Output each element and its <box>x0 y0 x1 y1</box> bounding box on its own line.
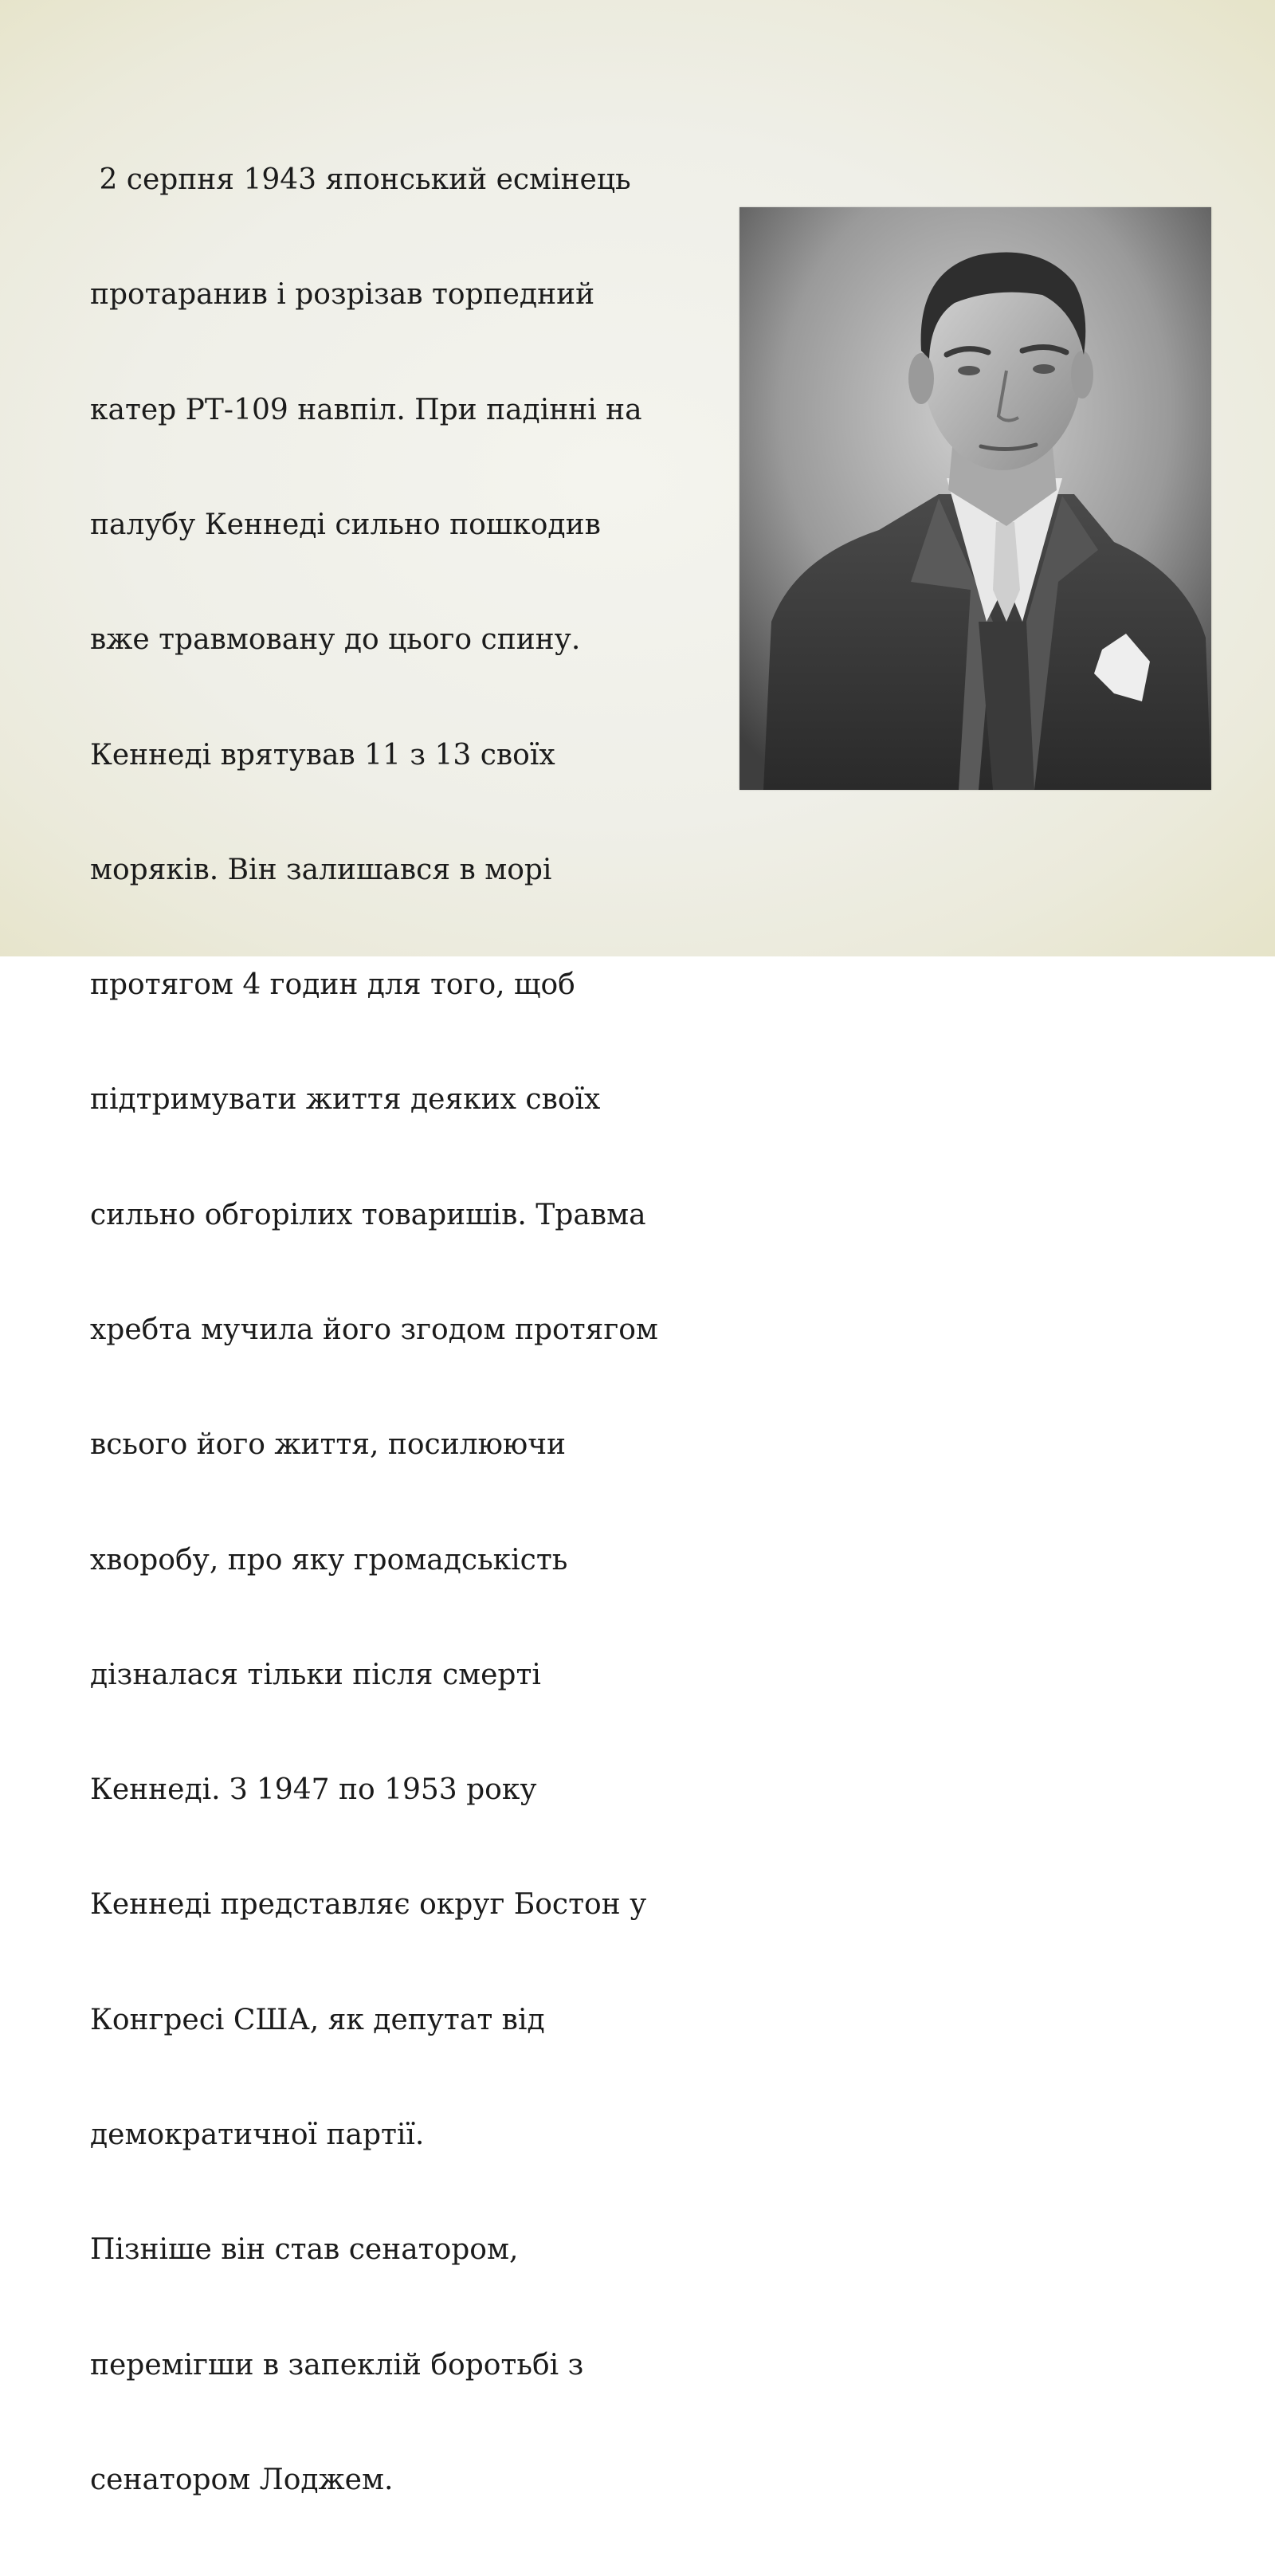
text-line: Конгресі США, як депутат від <box>90 2003 545 2036</box>
text-line: протаранив і розрізав торпедний <box>90 278 595 312</box>
text-line: сильно обгорілих товаришів. Травма <box>90 1198 646 1231</box>
text-line: хребта мучила його згодом протягом <box>90 1314 658 1346</box>
text-line: демократичної партії. <box>90 2118 425 2151</box>
text-line: дізналася тільки після смерті <box>90 1658 541 1691</box>
text-line: моряків. Він залишався в морі <box>90 853 552 886</box>
text-line: 2 серпня 1943 японський есмінець <box>90 163 631 197</box>
text-line: всього його життя, посилюючи <box>90 1428 567 1462</box>
text-line: перемігши в запеклій боротьбі з <box>90 2348 584 2382</box>
text-line: вже травмовану до цього спину. <box>90 623 581 657</box>
portrait-photo <box>740 207 1211 790</box>
text-line: хворобу, про яку громадськість <box>90 1543 568 1577</box>
text-line: катер РТ-109 навпіл. При падінні на <box>90 393 642 426</box>
text-line: Пізніше він став сенатором, <box>90 2233 519 2267</box>
text-line: Кеннеді. З 1947 по 1953 року <box>90 1773 537 1807</box>
text-line: протягом 4 годин для того, щоб <box>90 968 575 1002</box>
text-line: підтримувати життя деяких своїх <box>90 1083 601 1117</box>
text-line: Кеннеді врятував 11 з 13 своїх <box>90 738 555 772</box>
text-line: Кеннеді представляє округ Бостон у <box>90 1888 647 1922</box>
portrait-illustration <box>740 207 1211 790</box>
text-line: сенатором Лоджем. <box>90 2463 394 2496</box>
body-text <box>90 84 712 2576</box>
text-line: палубу Кеннеді сильно пошкодив <box>90 509 601 542</box>
